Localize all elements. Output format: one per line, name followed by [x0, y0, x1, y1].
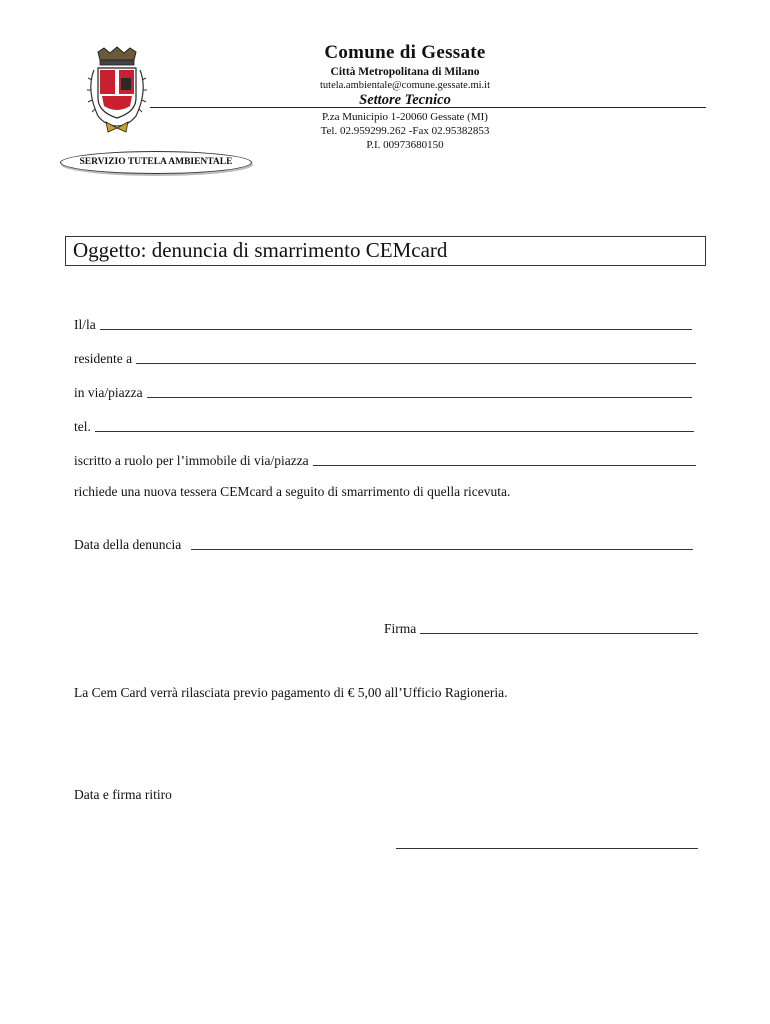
name-label: Il/la: [74, 317, 96, 332]
residence-field-row: [74, 349, 696, 367]
date-input-line[interactable]: [191, 549, 693, 550]
date-label: Data della denuncia: [74, 537, 182, 552]
municipality-name: Comune di Gessate: [324, 42, 486, 63]
street-label: in via/piazza: [74, 385, 143, 400]
subject-box: [65, 236, 706, 266]
name-field-row: [74, 315, 692, 333]
signature-input-line[interactable]: [420, 633, 698, 634]
signature-field-row: [384, 619, 698, 637]
sector-title: Settore Tecnico: [359, 92, 451, 108]
phone-label: tel.: [74, 419, 91, 434]
property-field-row: [74, 451, 696, 469]
service-badge: SERVIZIO TUTELA AMBIENTALE: [60, 151, 252, 174]
subject-title: Oggetto: denuncia di smarrimento CEMcard: [73, 238, 448, 262]
payment-note: La Cem Card verrà rilasciata previo pagamento di € 5,00 all’Ufficio Ragioneria.: [74, 685, 508, 700]
phone-fax-line: Tel. 02.959299.262 -Fax 02.95382853: [320, 125, 490, 137]
request-statement: richiede una nuova tessera CEMcard a seguito di smarrimento di quella ricevuta.: [74, 484, 511, 499]
street-field-row: [74, 383, 692, 401]
property-input-line[interactable]: [313, 465, 696, 466]
contact-email[interactable]: tutela.ambientale@comune.gessate.mi.it: [319, 80, 491, 91]
pickup-signature-line[interactable]: [396, 848, 698, 849]
header-divider: [150, 107, 706, 108]
name-input-line[interactable]: [100, 329, 692, 330]
phone-input-line[interactable]: [95, 431, 694, 432]
street-input-line[interactable]: [147, 397, 692, 398]
pickup-label: Data e firma ritiro: [74, 787, 172, 802]
phone-field-row: [74, 417, 694, 435]
municipal-crest-icon: [84, 46, 150, 136]
residence-label: residente a: [74, 351, 133, 366]
residence-input-line[interactable]: [136, 363, 696, 364]
property-label: iscritto a ruolo per l’immobile di via/piazza: [74, 453, 309, 468]
address-line: P.za Municipio 1-20060 Gessate (MI): [322, 111, 488, 123]
metro-city-name: Città Metropolitana di Milano: [330, 66, 480, 78]
date-field-row: [74, 535, 693, 553]
signature-label: Firma: [384, 621, 417, 636]
address-block: [270, 110, 540, 152]
vat-line: P.I. 00973680150: [366, 139, 444, 151]
